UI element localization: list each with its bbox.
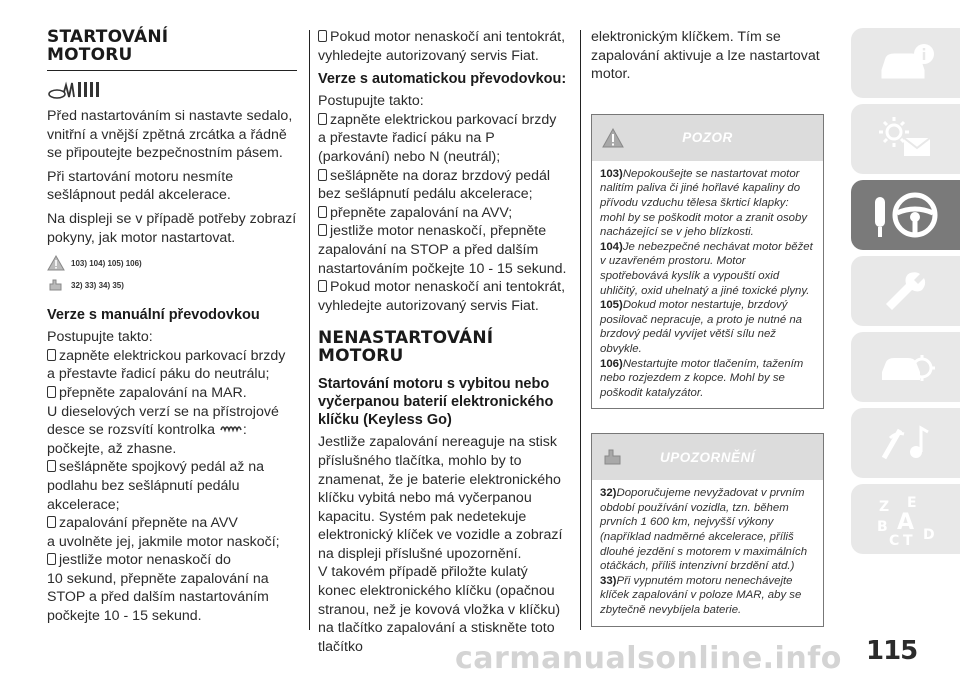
index-letter: E (906, 495, 917, 511)
warning-lights-icon (876, 114, 936, 164)
manual-intro: Postupujte takto: (47, 329, 153, 346)
keyless-paragraph: V takovém případě přiložte kulatý konec elektronického klíčku (opačnou stranou, než je kovová vložka v klíčku) na tlačítko zapalování a stiskněte toto tlačítko (318, 564, 561, 655)
bullet-icon (47, 349, 56, 361)
caution-item: 105)Dokud motor nestartuje, brzdový posilovač nepracuje, a proto je nutné na brzdový pedál vyvíjet větší sílu než obvykle. (600, 299, 803, 355)
column-divider (309, 30, 310, 630)
notice-item: 32)Doporučujeme nevyžadovat v prvním období používání vozidla, tzn. během prvních 1 600 km, nejvyšší výkony (například nadměrné akcelerace, příliš dlouhé jezdění s motorem v maximálních otáčkách, příliš intenzivní brzdění atd.) (600, 487, 808, 573)
notice-hand-icon (47, 277, 65, 293)
auto-step: zapněte elektrickou parkovací brzdy a přestavte řadicí páku na P (parkování) nebo N (neutrál); (318, 111, 557, 165)
bullet-icon (47, 460, 56, 472)
notice-refs (47, 274, 297, 296)
steering-wheel-icon (871, 187, 941, 243)
caution-box (591, 114, 824, 410)
tab-warning-lights[interactable] (851, 104, 960, 174)
bullet-icon (318, 280, 327, 292)
audio-icon (876, 418, 936, 468)
auto-step: Pokud motor nenaskočí ani tentokrát, vyhledejte autorizovaný servis Fiat. (318, 279, 566, 314)
caution-item: 103)Nepokoušejte se nastartovat motor nalitím paliva či jiné hořlavé kapaliny do přívodu vzduchu tělesa škrticí klapky: mohl by se poškodit motor a zranit osoby nacházející se v jeho blízkosti. (600, 167, 808, 239)
notice-refs-text: 32) 33) 34) 35) (71, 280, 124, 290)
diesel-petrol-icon (47, 75, 107, 105)
caution-item: 106)Nestartujte motor tlačením, tažením nebo rozjezdem z kopce. Mohl by se poškodit katalyzátor. (600, 357, 804, 399)
watermark: carmanualsonline.info (455, 641, 842, 676)
index-letter: D (922, 527, 935, 543)
keyless-heading: Startování motoru s vybitou nebo vyčerpanou baterií elektronického klíčku (Keyless Go) (318, 376, 554, 429)
notice-hand-icon (602, 447, 624, 467)
column-1 (47, 28, 297, 626)
warning-triangle-icon (47, 255, 65, 271)
caution-box-header (592, 115, 823, 161)
wrench-icon (876, 268, 936, 314)
caution-box-body (592, 161, 823, 409)
intro-paragraph: Při startování motoru nesmíte sešlápnout pedál akcelerace. (47, 168, 234, 204)
manual-step: jestliže motor nenaskočí do (47, 551, 297, 570)
column-2 (318, 28, 568, 656)
tab-maintenance[interactable] (851, 332, 960, 402)
auto-step: jestliže motor nenaskočí, přepněte zapalování na STOP a před dalším nastartováním počkejte 10 - 15 sekund. (318, 223, 567, 277)
automatic-gearbox-heading: Verze s automatickou převodovkou: (318, 71, 567, 88)
manual-step: sešlápněte spojkový pedál až na podlahu bez sešlápnutí pedálu akcelerace; (47, 459, 265, 513)
tab-emergency[interactable] (851, 256, 960, 326)
glow-plug-icon (219, 422, 243, 434)
bullet-icon (318, 224, 327, 236)
bullet-icon (47, 386, 56, 398)
bullet-icon (318, 30, 327, 42)
bullet-icon (318, 169, 327, 181)
chapter-sidebar (851, 28, 960, 560)
car-info-icon (876, 40, 936, 86)
manual-step: zapalování přepněte na AVV (47, 514, 297, 533)
notice-item: 33)Při vypnutém motoru nenechávejte klíček zapalování v poloze MAR, aby se zbytečně nevybíjela baterie. (600, 574, 802, 617)
manual-step: a uvolněte jej, jakmile motor naskočí; (47, 533, 280, 550)
page-number: 115 (866, 636, 918, 666)
warning-refs (47, 252, 297, 274)
bullet-icon (318, 206, 327, 218)
index-letter: T (902, 533, 913, 547)
notice-label: UPOZORNĚNÍ (659, 449, 755, 465)
manual-step: počkejte, až zhasne. (47, 440, 177, 457)
section-title-starting: STARTOVÁNÍ MOTORU (47, 27, 169, 65)
tab-multimedia[interactable] (851, 408, 960, 478)
index-letters-icon (871, 491, 941, 547)
tab-starting-driving[interactable] (851, 180, 960, 250)
car-service-icon (876, 344, 936, 390)
tab-index[interactable] (851, 484, 960, 554)
warning-refs-text: 103) 104) 105) 106) (71, 258, 142, 268)
index-letter: Z (878, 499, 889, 515)
index-letter: C (888, 533, 899, 547)
notice-box-body (592, 480, 823, 625)
manual-step: zapněte elektrickou parkovací brzdy a přestavte řadicí páku do neutrálu; (47, 347, 286, 383)
bullet-icon (318, 113, 327, 125)
manual-step: 10 sekund, přepněte zapalování na STOP a před dalším nastartováním počkejte 10 - 15 sekund. (47, 570, 269, 625)
continued-paragraph: Pokud motor nenaskočí ani tentokrát, vyhledejte autorizovaný servis Fiat. (318, 29, 566, 64)
index-letter: A (896, 510, 914, 535)
notice-box (591, 433, 824, 626)
manual-step: U dieselových verzí se na přístrojové desce se rozsvítí kontrolka : (47, 403, 279, 439)
auto-step: sešlápněte na doraz brzdový pedál bez sešlápnutí pedálu akcelerace; (318, 167, 551, 203)
continued-paragraph: elektronickým klíčkem. Tím se zapalování aktivuje a lze nastartovat motor. (591, 29, 820, 83)
index-letter: B (876, 519, 888, 535)
bullet-icon (47, 516, 56, 528)
intro-paragraph: Na displeji se v případě potřeby zobrazí pokyny, jak motor nastartovat. (47, 210, 297, 246)
section-title-not-starting: NENASTARTOVÁNÍ MOTORU (318, 328, 494, 367)
manual-gearbox-heading: Verze s manuální převodovkou (47, 307, 260, 324)
column-divider (580, 30, 581, 630)
ruleset-symbol (47, 75, 297, 107)
manual-step: přepněte zapalování na MAR. (47, 384, 297, 403)
column-3 (591, 28, 824, 627)
notice-box-header (592, 434, 823, 480)
intro-paragraph: Před nastartováním si nastavte sedalo, vnitřní a vnější zpětná zrcátka a řádně se připoutejte bezpečnostním pásem. (47, 108, 293, 162)
tab-car-info[interactable] (851, 28, 960, 98)
auto-step: přepněte zapalování na AVV; (318, 204, 568, 223)
auto-intro: Postupujte takto: (318, 93, 424, 110)
keyless-paragraph: Jestliže zapalování nereaguje na stisk příslušného tlačítka, mohlo by to znamenat, že je baterie elektronického klíčku vybitá nebo má vyčerpanou kapacitu. Systém pak nedetekuje elektronický klíček ve vozidle a zobrazí na displeji příslušné upozornění. (318, 434, 563, 562)
warning-triangle-icon (602, 128, 624, 148)
caution-item: 104)Je nebezpečné nechávat motor běžet v uzavřeném prostoru. Motor spotřebovává kyslík a vypouští oxid uhličitý, oxid uhelnatý a jiné toxické plyny. (600, 240, 813, 297)
title-rule (47, 70, 297, 71)
bullet-icon (47, 553, 56, 565)
caution-label: POZOR (682, 130, 733, 146)
